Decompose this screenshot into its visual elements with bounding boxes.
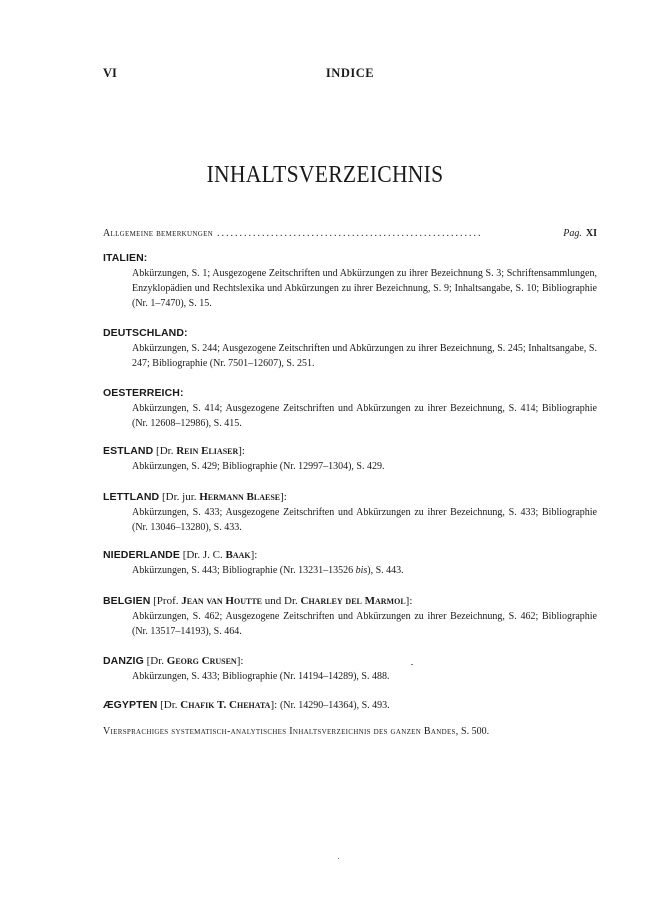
entry-details: Abkürzungen, S. 244; Ausgezogene Zeitschriften und Abkürzungen zu ihrer Bezeichnung, S. 245; Inhaltsangabe, S. 247; Bibliographie (Nr. 7501–12607), S. 251. [132,343,597,369]
general-remarks-label: Allgemeine bemerkungen [103,228,214,239]
details-text-end: ), S. 443. [367,565,404,576]
toc-entry-aegypten [103,698,597,713]
entry-details: (Nr. 14290–14364), S. 493. [279,700,390,711]
heading-colon: : [179,387,184,399]
entry-heading [103,698,597,713]
country-name: DEUTSCHLAND [103,327,185,339]
heading-colon: : [143,252,148,264]
details-text: Abkürzungen, S. 443; Bibliographie (Nr. 13231–13526 [132,565,356,576]
entry-heading [103,654,597,669]
toc-entry-belgien [103,594,597,639]
author-name: Hermann Blaese [199,491,281,503]
toc-entry-estland [103,444,597,474]
author-suffix: ]: [270,699,280,711]
author-prefix: [Dr. [160,699,181,711]
entry-details: Abkürzungen, S. 462; Ausgezogene Zeitschriften und Abkürzungen zu ihrer Bezeichnung, S. 462; Bibliographie (Nr. 13517–14193), S. 464. [132,611,597,637]
author-prefix: [Dr. jur. [161,491,200,503]
country-name: OESTERREICH [103,387,180,399]
entry-details [103,563,597,578]
toc-entry-danzig [103,654,597,684]
dot-leader: ........................................................... [217,228,483,239]
entry-details: Abkürzungen, S. 433; Bibliographie (Nr. 14194–14289), S. 488. [132,671,390,682]
toc-entry-niederlande [103,548,597,578]
entry-heading [103,386,597,401]
author-name: Georg Crusen [166,655,237,667]
author-prefix: [Prof. [153,595,182,607]
heading-colon: : [184,327,188,339]
toc-entry-deutschland [103,326,597,371]
page-title: INHALTSVERZEICHNIS [206,162,444,188]
coauthor-name: Charley del Marmol [300,595,406,607]
entry-heading [103,548,597,563]
scan-speck [411,664,413,665]
running-header [103,66,597,82]
country-name: ESTLAND [103,445,154,457]
toc-entry-oesterreich [103,386,597,431]
author-prefix: [Dr. [146,655,167,667]
final-index-page: S. 500. [461,726,490,737]
author-name: Chafik T. Chehata [180,699,271,711]
entry-details: Abkürzungen, S. 433; Ausgezogene Zeitschriften und Abkürzungen zu ihrer Bezeichnung, S. 433; Bibliographie (Nr. 13046–13280), S. 433. [132,507,597,533]
entry-heading [103,490,597,505]
page-ref-label: Pag. [563,228,582,239]
country-name: LETTLAND [103,491,160,503]
details-italic: bis [355,565,368,576]
entry-heading [103,251,597,266]
author-suffix: ]: [280,491,287,503]
scan-speck [338,858,339,859]
country-name: ITALIEN [103,252,144,264]
author-suffix: ]: [236,655,244,667]
author-joiner: und Dr. [262,595,301,607]
page-ref-value: XI [585,228,597,239]
entry-details: Abkürzungen, S. 429; Bibliographie (Nr. 12997–1304), S. 429. [132,461,385,472]
author-prefix: [Dr. [156,445,177,457]
entry-details: Abkürzungen, S. 414; Ausgezogene Zeitschriften und Abkürzungen zu ihrer Bezeichnung, S. 414; Bibliographie (Nr. 12608–12986), S. 415. [132,403,597,429]
author-suffix: ]: [405,595,413,607]
entry-heading [103,326,597,341]
toc-entry-lettland [103,490,597,535]
toc-entry-italien [103,251,597,311]
country-name: BELGIEN [103,595,151,607]
running-title: INDICE [325,66,375,80]
entry-details: Abkürzungen, S. 1; Ausgezogene Zeitschriften und Abkürzungen zu ihrer Bezeichnung S. 3; Schriftensammlungen, Enzyklopädien und Rechtslexika und Abkürzungen zu ihrer Bezeichnung, S. 9; Inhaltsangabe, S. 10; Bibliographie (Nr. 1–7470), S. 15. [132,268,597,309]
entry-heading [103,594,597,609]
author-name: Baak [225,549,251,561]
author-name: Jean van Houtte [181,595,262,607]
final-index-entry [103,726,597,737]
author-name: Rein Eliaser [176,445,239,457]
country-name: ÆGYPTEN [103,699,158,711]
author-prefix: [Dr. J. C. [182,549,226,561]
final-index-label: Viersprachiges systematisch-analytisches Inhaltsverzeichnis des ganzen Bandes, [103,726,459,737]
country-name: NIEDERLANDE [103,549,180,561]
entry-heading [103,444,597,459]
page-number: VI [103,66,117,80]
general-remarks-entry [103,228,597,239]
author-suffix: ]: [250,549,258,561]
author-suffix: ]: [238,445,245,457]
country-name: DANZIG [103,655,144,667]
